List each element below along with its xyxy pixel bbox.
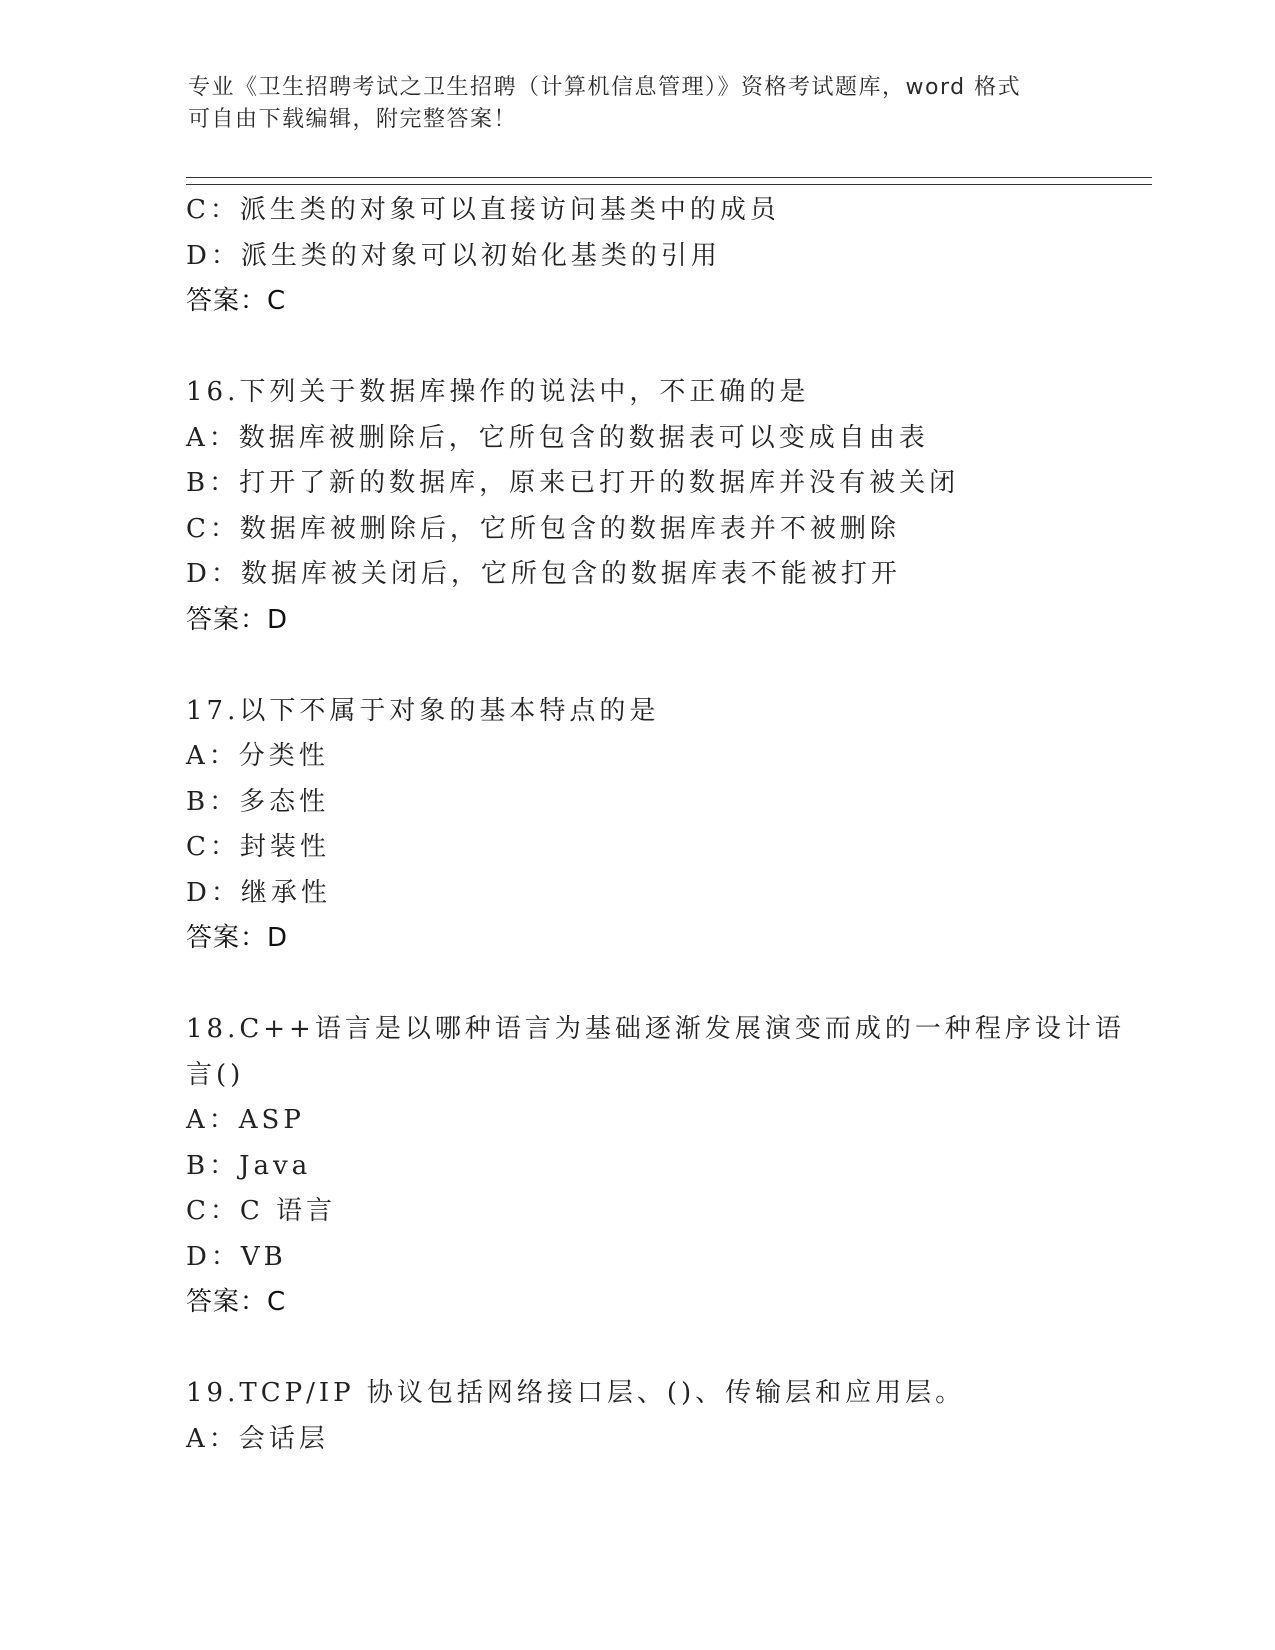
- option-b: B：打开了新的数据库，原来已打开的数据库并没有被关闭: [186, 468, 960, 498]
- option-d: D：VB: [186, 1241, 287, 1272]
- question-stem: 17.以下不属于对象的基本特点的是: [186, 695, 660, 726]
- option-b: B：多态性: [186, 786, 330, 817]
- question-stem-line-2: 言(): [186, 1059, 245, 1090]
- option-b: B：Java: [186, 1150, 312, 1181]
- option-a: A：数据库被删除后，它所包含的数据表可以变成自由表: [186, 422, 929, 453]
- spacer: [186, 962, 1106, 1008]
- option-d: D：数据库被关闭后，它所包含的数据库表不能被打开: [186, 559, 901, 589]
- option-d: D：派生类的对象可以初始化基类的引用: [186, 240, 721, 271]
- option-d: D：继承性: [186, 877, 331, 908]
- option-a: A：分类性: [186, 741, 329, 771]
- option-c: C：封装性: [186, 832, 330, 862]
- option-c: C：派生类的对象可以直接访问基类中的成员: [186, 195, 780, 225]
- question-stem-line-1: 18.C++语言是以哪种语言为基础逐渐发展演变而成的一种程序设计语: [186, 1014, 1125, 1044]
- question-stem: 16.下列关于数据库操作的说法中，不正确的是: [186, 377, 810, 407]
- question-17: [186, 689, 1106, 962]
- header-line-1: 专业《卫生招聘考试之卫生招聘（计算机信息管理）》资格考试题库，word 格式: [188, 75, 1022, 100]
- answer-line: 答案：D: [186, 604, 289, 635]
- question-stem: 19.TCP/IP 协议包括网络接口层、()、传输层和应用层。: [186, 1378, 966, 1408]
- question-15-partial: [186, 188, 1106, 325]
- header-double-rule: [186, 177, 1152, 185]
- page-header: [188, 72, 1068, 136]
- answer-line: 答案：C: [186, 286, 287, 316]
- question-19: [186, 1371, 1106, 1462]
- spacer: [186, 1326, 1106, 1372]
- option-a: A：ASP: [186, 1105, 305, 1135]
- question-16: [186, 370, 1106, 643]
- spacer: [186, 325, 1106, 371]
- option-c: C：C 语言: [186, 1196, 337, 1226]
- option-a: A：会话层: [186, 1423, 329, 1454]
- answer-line: 答案：C: [186, 1287, 287, 1317]
- answer-line: 答案：D: [186, 923, 289, 953]
- header-line-2: 可自由下载编辑，附完整答案！: [188, 107, 518, 132]
- document-body: [186, 188, 1125, 1462]
- spacer: [186, 643, 1106, 689]
- question-18: [186, 1007, 1125, 1326]
- option-c: C：数据库被删除后，它所包含的数据库表并不被删除: [186, 513, 900, 544]
